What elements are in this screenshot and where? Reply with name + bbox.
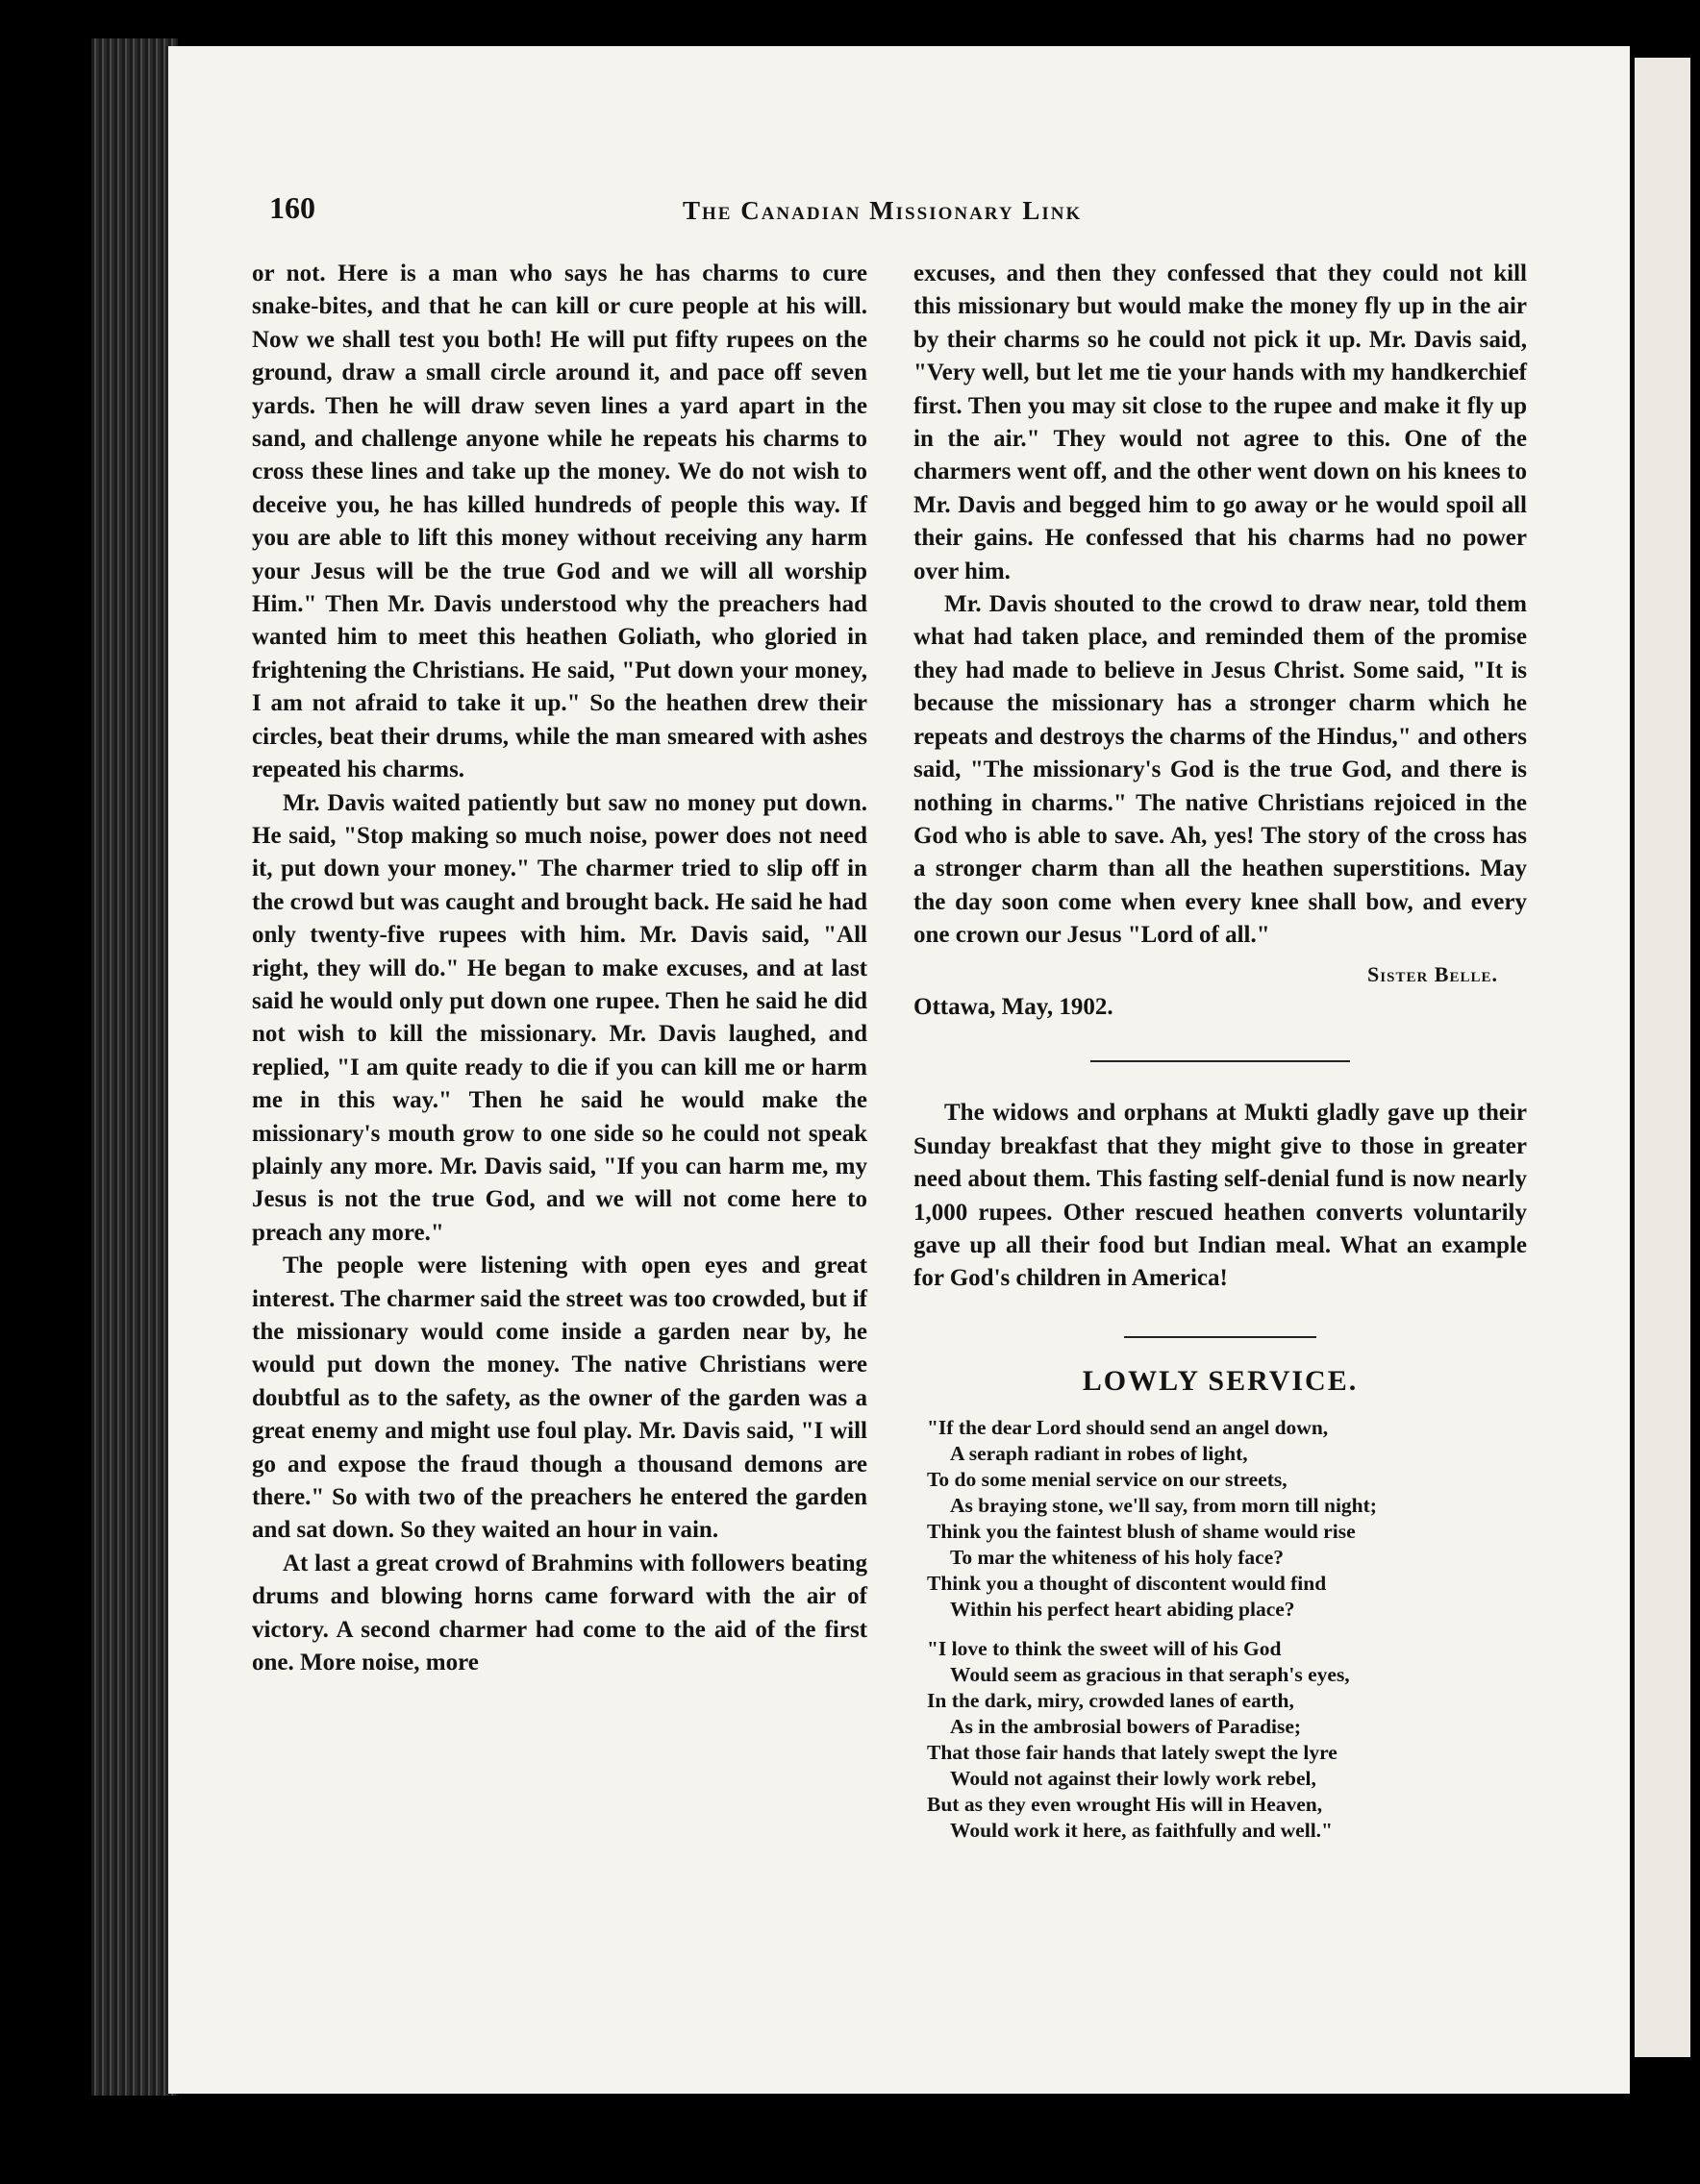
poem-line: Think you a thought of discontent would find [927, 1572, 1327, 1596]
poem-line: Within his perfect heart abiding place? [950, 1598, 1295, 1622]
mukti-paragraph: The widows and orphans at Mukti gladly gave up their Sunday breakfast that they might give to those in greater need about them. This fasting self-denial fund is now nearly 1,000 rupees. Other rescued heathen converts voluntarily gave up all their food but Indian meal. What an example for God's children in America! [913, 1100, 1527, 1292]
poem-line: But as they even wrought His will in Heaven, [927, 1793, 1323, 1817]
poem [927, 1415, 1527, 1844]
poem-line: Would work it here, as faithfully and well." [950, 1819, 1333, 1843]
poem-line: Think you the faintest blush of shame would rise [927, 1520, 1356, 1544]
paragraph: Mr. Davis waited patiently but saw no money put down. He said, "Stop making so much noise, power does not need it, put down your money." The charmer tried to slip off in the crowd but was caught and brought back. He said he had only twenty-five rupees with him. Mr. Davis said, "All right, they will do." He began to make excuses, and at last said he would only put down one rupee. Then he said he did not wish to kill the missionary. Mr. Davis laughed, and replied, "I am quite ready to die if you can kill me or harm me in this way." Then he said he would make the missionary's mouth grow to one side so he could not speak plainly any more. Mr. Davis said, "If you can harm me, my Jesus is not the true God, and we will not come here to preach any more." [252, 789, 867, 1246]
poem-line: That those fair hands that lately swept the lyre [927, 1741, 1338, 1765]
page-number: 160 [269, 190, 315, 225]
dateline: Ottawa, May, 1902. [913, 993, 1113, 1020]
poem-title: LOWLY SERVICE. [1082, 1364, 1359, 1397]
paragraph: or not. Here is a man who says he has charms to cure snake-bites, and that he can kill or cure people at his will. Now we shall test you both! He will put fifty rupees on the ground, draw a small circle around it, and pace off seven yards. Then he will draw seven lines a yard apart in the sand, and challenge anyone while he repeats his charms to cross these lines and take up the money. We do not wish to deceive you, he has killed hundreds of people this way. If you are able to lift this money without receiving any harm your Jesus will be the true God and we will all worship Him." Then Mr. Davis understood why the preachers had wanted him to meet this heathen Goliath, who gloried in frightening the Christians. He said, "Put down your money, I am not afraid to take it up." So the heathen drew their circles, beat their drums, while the man smeared with ashes repeated his charms. [252, 261, 867, 783]
paragraph: At last a great crowd of Brahmins with followers beating drums and blowing horns came forward with the air of victory. A second charmer had come to the aid of the first one. More noise, more [252, 1550, 867, 1676]
page-header [269, 190, 1543, 233]
section-divider [1090, 1060, 1350, 1062]
poem-line: Would not against their lowly work rebel, [950, 1767, 1316, 1791]
poem-line: "I love to think the sweet will of his God [927, 1637, 1282, 1661]
paragraph: Mr. Davis shouted to the crowd to draw near, told them what had taken place, and reminded them of the promise they had made to believe in Jesus Christ. Some said, "It is because the missionary has a stronger charm which he repeats and destroys the charms of the Hindus," and others said, "The missionary's God is the true God, and there is nothing in charms." The native Christians rejoiced in the God who is able to save. Ah, yes! The story of the cross has a stronger charm than all the heathen superstitions. May the day soon come when every knee shall bow, and every one crown our Jesus "Lord of all." [913, 591, 1527, 949]
right-column [913, 258, 1527, 1857]
author-signature: Sister Belle. [1367, 961, 1498, 986]
poem-line: "If the dear Lord should send an angel down, [927, 1416, 1329, 1440]
facing-page-edge [1635, 58, 1690, 2057]
poem-line: A seraph radiant in robes of light, [950, 1442, 1248, 1466]
left-column [252, 258, 867, 1679]
paragraph: excuses, and then they confessed that they could not kill this missionary but would make the money fly up in the air by their charms so he could not pick it up. Mr. Davis said, "Very well, but let me tie your hands with my handkerchief first. Then you may sit close to the rupee and make it fly up in the air." They would not agree to this. One of the charmers went off, and the other went down on his knees to Mr. Davis and begged him to go away or he would spoil all their gains. He confessed that his charms had no power over him. [913, 261, 1527, 584]
poem-line: In the dark, miry, crowded lanes of earth, [927, 1689, 1294, 1713]
paragraph: The people were listening with open eyes and great interest. The charmer said the street was too crowded, but if the missionary would come inside a garden near by, he would put down the money. The native Christians were doubtful as to the safety, as the owner of the garden was a great enemy and might use foul play. Mr. Davis said, "I will go and expose the fraud though a thousand demons are there." So with two of the preachers he entered the garden and sat down. So they waited an hour in vain. [252, 1253, 867, 1544]
poem-stanza [927, 1636, 1527, 1844]
poem-stanza [927, 1415, 1527, 1623]
poem-line: Would seem as gracious in that seraph's eyes, [950, 1663, 1350, 1687]
running-title: The Canadian Missionary Link [683, 196, 1083, 225]
poem-line: As braying stone, we'll say, from morn till night; [950, 1494, 1377, 1518]
poem-line: To do some menial service on our streets, [927, 1468, 1288, 1492]
poem-line: To mar the whiteness of his holy face? [950, 1546, 1284, 1570]
poem-line: As in the ambrosial bowers of Paradise; [950, 1715, 1302, 1739]
section-divider [1124, 1336, 1316, 1338]
